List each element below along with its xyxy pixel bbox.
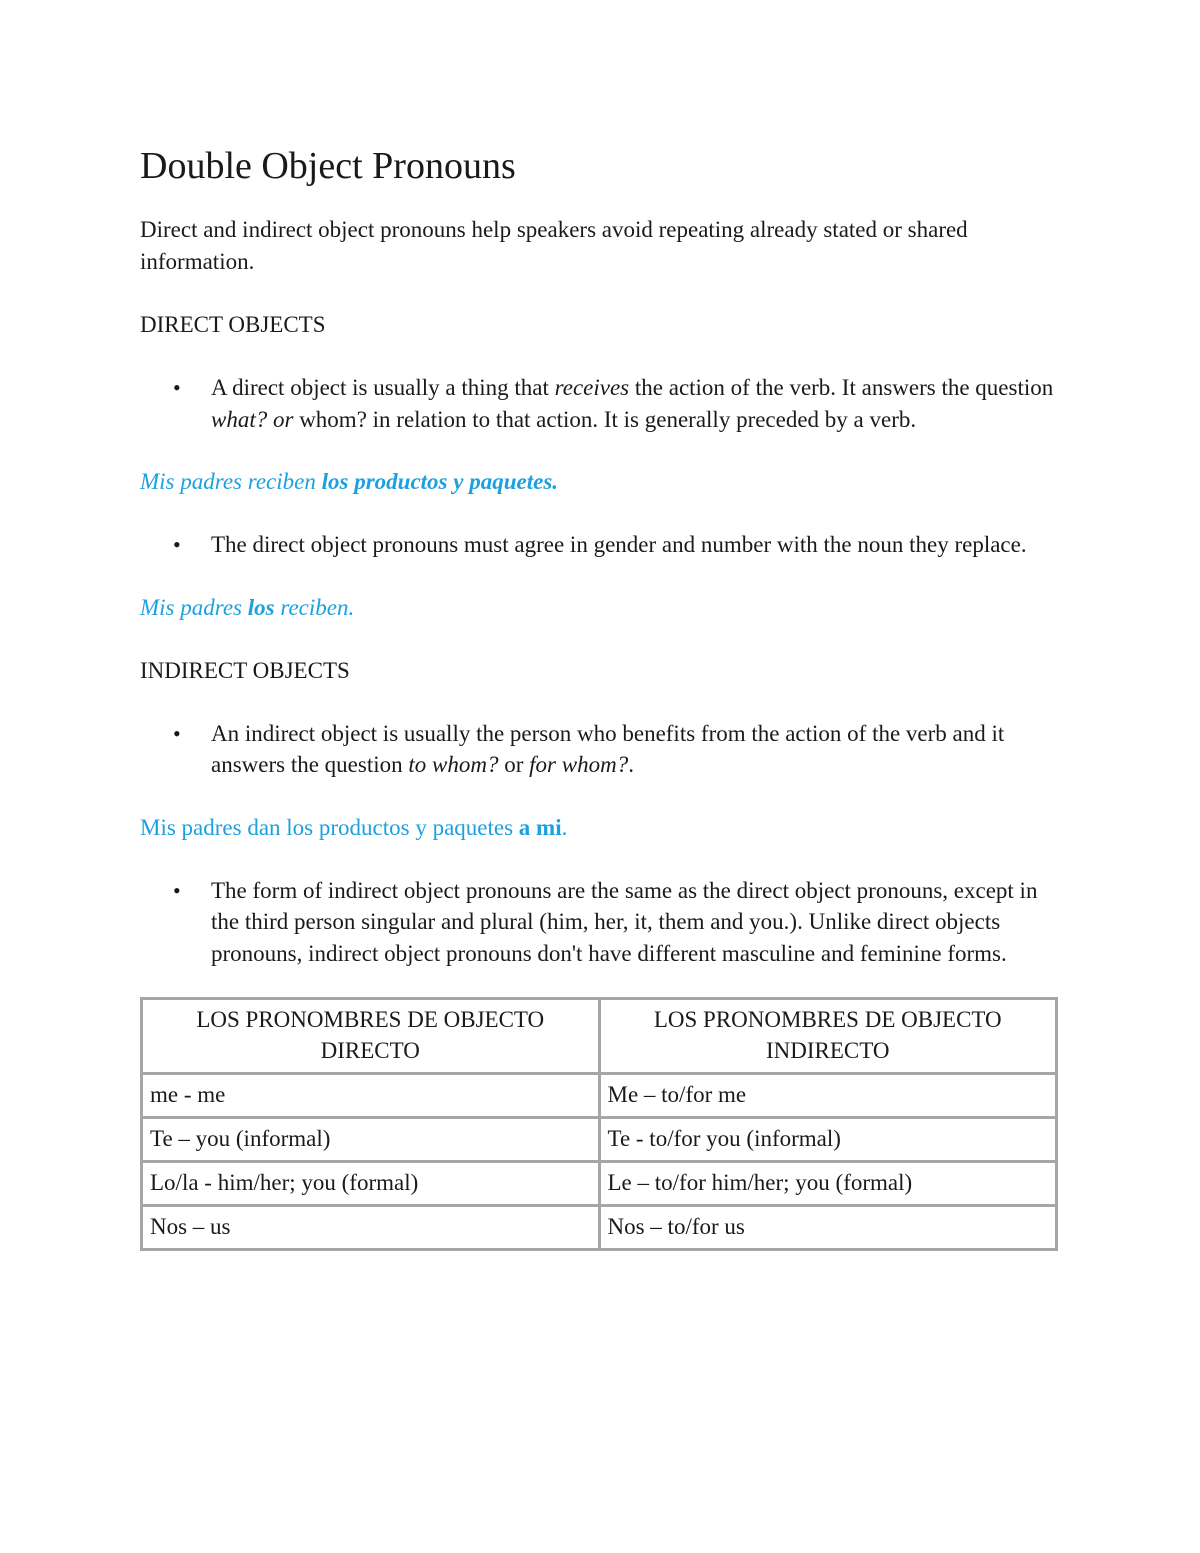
table-header-row bbox=[142, 999, 1057, 1074]
indirect-objects-list-2 bbox=[140, 875, 1060, 970]
direct-objects-list bbox=[140, 372, 1060, 435]
indirect-objects-heading: INDIRECT OBJECTS bbox=[140, 657, 350, 683]
table-row bbox=[142, 1162, 1057, 1206]
example-sentence: Mis padres dan los productos y paquetes a mi. bbox=[140, 814, 568, 840]
table-row bbox=[142, 1118, 1057, 1162]
list-item: • An indirect object is usually the person who benefits from the action of the verb and it answers the question to whom? or for whom?. bbox=[140, 718, 1060, 781]
table-cell: Te – you (informal) bbox=[142, 1118, 600, 1162]
intro-paragraph: Direct and indirect object pronouns help speakers avoid repeating already stated or shared information. bbox=[140, 217, 968, 274]
table-cell: me - me bbox=[142, 1074, 600, 1118]
table-cell: Me – to/for me bbox=[599, 1074, 1057, 1118]
table-cell: Te - to/for you (informal) bbox=[599, 1118, 1057, 1162]
table-cell: Nos – us bbox=[142, 1206, 600, 1250]
example-sentence: Mis padres los reciben. bbox=[140, 594, 355, 620]
bullet-icon: • bbox=[173, 720, 181, 746]
table-cell: Lo/la - him/her; you (formal) bbox=[142, 1162, 600, 1206]
table-header-indirect: LOS PRONOMBRES DE OBJECTO INDIRECTO bbox=[599, 999, 1057, 1074]
table-cell: Le – to/for him/her; you (formal) bbox=[599, 1162, 1057, 1206]
document-page bbox=[140, 140, 1060, 1251]
example-sentence: Mis padres reciben los productos y paquetes. bbox=[140, 469, 559, 494]
table-header-direct: LOS PRONOMBRES DE OBJECTO DIRECTO bbox=[142, 999, 600, 1074]
table-cell: Nos – to/for us bbox=[599, 1206, 1057, 1250]
table-row bbox=[142, 1074, 1057, 1118]
list-item: • The form of indirect object pronouns are the same as the direct object pronouns, except in the third person singular and plural (him, her, it, them and you.). Unlike direct objects pronouns, indirect object pronouns don't have different masculine and feminine forms. bbox=[140, 875, 1060, 970]
pronouns-table bbox=[140, 997, 1058, 1251]
bullet-icon: • bbox=[173, 375, 181, 400]
indirect-objects-list bbox=[140, 718, 1060, 781]
bullet-icon: • bbox=[173, 877, 181, 903]
direct-objects-list-2 bbox=[140, 529, 1060, 561]
table-row bbox=[142, 1206, 1057, 1250]
list-item: • A direct object is usually a thing that receives the action of the verb. It answers the question what? or whom? in relation to that action. It is generally preceded by a verb. bbox=[140, 372, 1060, 435]
list-item: • The direct object pronouns must agree in gender and number with the noun they replace. bbox=[140, 529, 1060, 561]
page-title: Double Object Pronouns bbox=[140, 145, 516, 187]
bullet-icon: • bbox=[173, 532, 181, 557]
direct-objects-heading: DIRECT OBJECTS bbox=[140, 312, 326, 337]
